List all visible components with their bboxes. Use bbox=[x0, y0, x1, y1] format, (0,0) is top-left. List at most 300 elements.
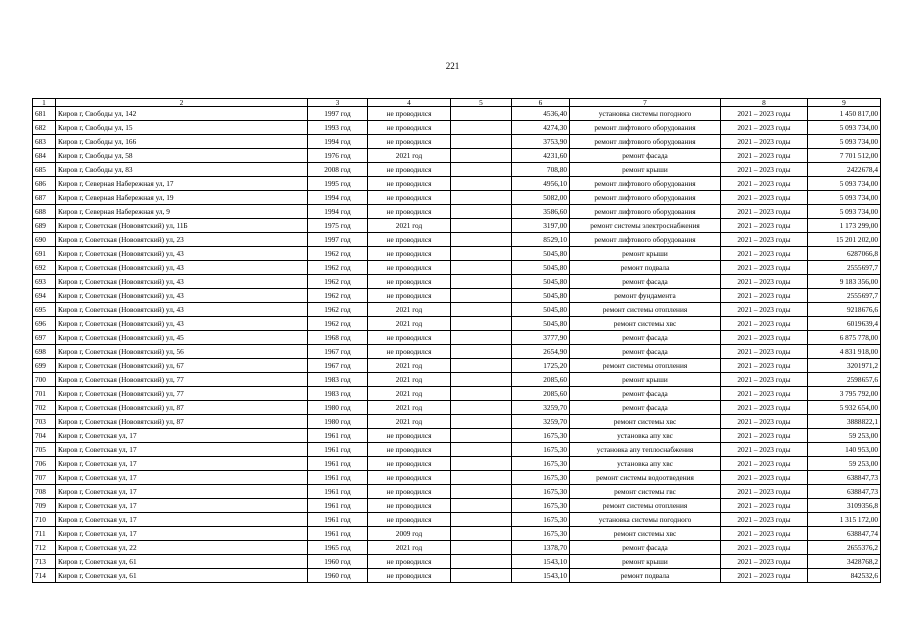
build-year-cell: 1975 год bbox=[308, 219, 368, 233]
work-type-cell: ремонт фасада bbox=[570, 541, 721, 555]
area-cell: 3753,90 bbox=[512, 135, 570, 149]
table-row bbox=[33, 303, 881, 317]
empty-cell bbox=[451, 191, 512, 205]
empty-cell bbox=[451, 387, 512, 401]
table-row bbox=[33, 457, 881, 471]
last-repair-cell: не проводился bbox=[368, 513, 451, 527]
period-cell: 2021 – 2023 годы bbox=[721, 177, 808, 191]
table-row bbox=[33, 485, 881, 499]
empty-cell bbox=[451, 429, 512, 443]
table-row bbox=[33, 359, 881, 373]
period-cell: 2021 – 2023 годы bbox=[721, 429, 808, 443]
cost-cell: 2555697,7 bbox=[808, 289, 881, 303]
cost-cell: 3109356,8 bbox=[808, 499, 881, 513]
area-cell: 1675,30 bbox=[512, 443, 570, 457]
build-year-cell: 1983 год bbox=[308, 387, 368, 401]
row-number-cell: 704 bbox=[33, 429, 56, 443]
cost-cell: 3 795 792,00 bbox=[808, 387, 881, 401]
table-row bbox=[33, 443, 881, 457]
build-year-cell: 1967 год bbox=[308, 345, 368, 359]
last-repair-cell: не проводился bbox=[368, 429, 451, 443]
cost-cell: 3888822,1 bbox=[808, 415, 881, 429]
address-cell: Киров г, Советская ул, 61 bbox=[56, 555, 308, 569]
period-cell: 2021 – 2023 годы bbox=[721, 555, 808, 569]
row-number-cell: 710 bbox=[33, 513, 56, 527]
period-cell: 2021 – 2023 годы bbox=[721, 499, 808, 513]
table-row bbox=[33, 275, 881, 289]
row-number-cell: 682 bbox=[33, 121, 56, 135]
cost-cell: 5 093 734,00 bbox=[808, 121, 881, 135]
table-row bbox=[33, 415, 881, 429]
last-repair-cell: не проводился bbox=[368, 569, 451, 583]
period-cell: 2021 – 2023 годы bbox=[721, 401, 808, 415]
build-year-cell: 1997 год bbox=[308, 233, 368, 247]
area-cell: 1675,30 bbox=[512, 457, 570, 471]
work-type-cell: ремонт системы водоотведения bbox=[570, 471, 721, 485]
cost-cell: 6019639,4 bbox=[808, 317, 881, 331]
build-year-cell: 1967 год bbox=[308, 359, 368, 373]
empty-cell bbox=[451, 513, 512, 527]
cost-cell: 5 093 734,00 bbox=[808, 205, 881, 219]
area-cell: 4274,30 bbox=[512, 121, 570, 135]
table-row bbox=[33, 261, 881, 275]
empty-cell bbox=[451, 135, 512, 149]
area-cell: 5045,80 bbox=[512, 261, 570, 275]
area-cell: 2085,60 bbox=[512, 373, 570, 387]
cost-cell: 7 701 512,00 bbox=[808, 149, 881, 163]
area-cell: 3259,70 bbox=[512, 415, 570, 429]
empty-cell bbox=[451, 275, 512, 289]
address-cell: Киров г, Свободы ул, 83 bbox=[56, 163, 308, 177]
row-number-cell: 695 bbox=[33, 303, 56, 317]
cost-cell: 9218676,6 bbox=[808, 303, 881, 317]
empty-cell bbox=[451, 457, 512, 471]
area-cell: 4536,40 bbox=[512, 107, 570, 121]
cost-cell: 140 953,00 bbox=[808, 443, 881, 457]
period-cell: 2021 – 2023 годы bbox=[721, 247, 808, 261]
empty-cell bbox=[451, 205, 512, 219]
registry-table bbox=[32, 98, 881, 583]
work-type-cell: установка апу хвс bbox=[570, 429, 721, 443]
address-cell: Киров г, Советская (Нововятский) ул, 43 bbox=[56, 289, 308, 303]
cost-cell: 3428768,2 bbox=[808, 555, 881, 569]
period-cell: 2021 – 2023 годы bbox=[721, 163, 808, 177]
build-year-cell: 1962 год bbox=[308, 289, 368, 303]
row-number-cell: 693 bbox=[33, 275, 56, 289]
area-cell: 1675,30 bbox=[512, 513, 570, 527]
build-year-cell: 1962 год bbox=[308, 317, 368, 331]
build-year-cell: 1965 год bbox=[308, 541, 368, 555]
address-cell: Киров г, Советская (Нововятский) ул, 87 bbox=[56, 401, 308, 415]
last-repair-cell: не проводился bbox=[368, 205, 451, 219]
empty-cell bbox=[451, 499, 512, 513]
area-cell: 1675,30 bbox=[512, 485, 570, 499]
address-cell: Киров г, Советская (Нововятский) ул, 43 bbox=[56, 303, 308, 317]
address-cell: Киров г, Советская ул, 17 bbox=[56, 457, 308, 471]
area-cell: 2085,60 bbox=[512, 387, 570, 401]
period-cell: 2021 – 2023 годы bbox=[721, 317, 808, 331]
work-type-cell: ремонт лифтового оборудования bbox=[570, 205, 721, 219]
cost-cell: 5 932 654,00 bbox=[808, 401, 881, 415]
work-type-cell: ремонт системы электроснабжения bbox=[570, 219, 721, 233]
address-cell: Киров г, Советская (Нововятский) ул, 45 bbox=[56, 331, 308, 345]
area-cell: 3586,60 bbox=[512, 205, 570, 219]
row-number-cell: 705 bbox=[33, 443, 56, 457]
empty-cell bbox=[451, 121, 512, 135]
row-number-cell: 685 bbox=[33, 163, 56, 177]
cost-cell: 9 183 356,00 bbox=[808, 275, 881, 289]
address-cell: Киров г, Северная Набережная ул, 19 bbox=[56, 191, 308, 205]
empty-cell bbox=[451, 401, 512, 415]
empty-cell bbox=[451, 303, 512, 317]
area-cell: 5082,00 bbox=[512, 191, 570, 205]
address-cell: Киров г, Советская ул, 17 bbox=[56, 443, 308, 457]
address-cell: Киров г, Свободы ул, 166 bbox=[56, 135, 308, 149]
cost-cell: 638847,73 bbox=[808, 471, 881, 485]
row-number-cell: 707 bbox=[33, 471, 56, 485]
area-cell: 1543,10 bbox=[512, 555, 570, 569]
table-row bbox=[33, 499, 881, 513]
row-number-cell: 687 bbox=[33, 191, 56, 205]
column-header: 7 bbox=[570, 99, 721, 107]
table-row bbox=[33, 513, 881, 527]
table-row bbox=[33, 107, 881, 121]
work-type-cell: ремонт подвала bbox=[570, 261, 721, 275]
row-number-cell: 694 bbox=[33, 289, 56, 303]
build-year-cell: 1960 год bbox=[308, 555, 368, 569]
work-type-cell: установка системы погодного bbox=[570, 107, 721, 121]
empty-cell bbox=[451, 107, 512, 121]
work-type-cell: ремонт лифтового оборудования bbox=[570, 177, 721, 191]
empty-cell bbox=[451, 471, 512, 485]
table-row bbox=[33, 541, 881, 555]
cost-cell: 5 093 734,00 bbox=[808, 191, 881, 205]
area-cell: 3197,00 bbox=[512, 219, 570, 233]
address-cell: Киров г, Советская (Нововятский) ул, 23 bbox=[56, 233, 308, 247]
last-repair-cell: не проводился bbox=[368, 275, 451, 289]
work-type-cell: ремонт фасада bbox=[570, 401, 721, 415]
cost-cell: 2422678,4 bbox=[808, 163, 881, 177]
last-repair-cell: 2021 год bbox=[368, 149, 451, 163]
table-row bbox=[33, 121, 881, 135]
work-type-cell: ремонт крыши bbox=[570, 373, 721, 387]
work-type-cell: ремонт крыши bbox=[570, 247, 721, 261]
row-number-cell: 684 bbox=[33, 149, 56, 163]
table-row bbox=[33, 219, 881, 233]
table-row bbox=[33, 135, 881, 149]
last-repair-cell: не проводился bbox=[368, 163, 451, 177]
empty-cell bbox=[451, 373, 512, 387]
area-cell: 3777,90 bbox=[512, 331, 570, 345]
table-row bbox=[33, 471, 881, 485]
last-repair-cell: не проводился bbox=[368, 107, 451, 121]
table-row bbox=[33, 317, 881, 331]
area-cell: 5045,80 bbox=[512, 317, 570, 331]
work-type-cell: ремонт фасада bbox=[570, 149, 721, 163]
cost-cell: 5 093 734,00 bbox=[808, 135, 881, 149]
build-year-cell: 1995 год bbox=[308, 177, 368, 191]
row-number-cell: 697 bbox=[33, 331, 56, 345]
build-year-cell: 1962 год bbox=[308, 247, 368, 261]
address-cell: Киров г, Северная Набережная ул, 17 bbox=[56, 177, 308, 191]
work-type-cell: ремонт лифтового оборудования bbox=[570, 121, 721, 135]
build-year-cell: 1962 год bbox=[308, 275, 368, 289]
cost-cell: 3201971,2 bbox=[808, 359, 881, 373]
build-year-cell: 1993 год bbox=[308, 121, 368, 135]
area-cell: 5045,80 bbox=[512, 275, 570, 289]
row-number-cell: 712 bbox=[33, 541, 56, 555]
address-cell: Киров г, Советская (Нововятский) ул, 43 bbox=[56, 317, 308, 331]
build-year-cell: 2008 год bbox=[308, 163, 368, 177]
empty-cell bbox=[451, 443, 512, 457]
build-year-cell: 1961 год bbox=[308, 429, 368, 443]
column-header: 8 bbox=[721, 99, 808, 107]
cost-cell: 15 201 202,00 bbox=[808, 233, 881, 247]
table-row bbox=[33, 429, 881, 443]
period-cell: 2021 – 2023 годы bbox=[721, 485, 808, 499]
area-cell: 5045,80 bbox=[512, 303, 570, 317]
last-repair-cell: не проводился bbox=[368, 121, 451, 135]
period-cell: 2021 – 2023 годы bbox=[721, 527, 808, 541]
last-repair-cell: не проводился bbox=[368, 443, 451, 457]
row-number-cell: 690 bbox=[33, 233, 56, 247]
period-cell: 2021 – 2023 годы bbox=[721, 275, 808, 289]
row-number-cell: 708 bbox=[33, 485, 56, 499]
build-year-cell: 1962 год bbox=[308, 261, 368, 275]
address-cell: Киров г, Советская (Нововятский) ул, 67 bbox=[56, 359, 308, 373]
last-repair-cell: 2021 год bbox=[368, 541, 451, 555]
table-row bbox=[33, 527, 881, 541]
table-row bbox=[33, 569, 881, 583]
empty-cell bbox=[451, 527, 512, 541]
build-year-cell: 1983 год bbox=[308, 373, 368, 387]
empty-cell bbox=[451, 359, 512, 373]
row-number-cell: 692 bbox=[33, 261, 56, 275]
work-type-cell: ремонт фасада bbox=[570, 331, 721, 345]
table-row bbox=[33, 555, 881, 569]
table-row bbox=[33, 177, 881, 191]
period-cell: 2021 – 2023 годы bbox=[721, 121, 808, 135]
area-cell: 4956,10 bbox=[512, 177, 570, 191]
last-repair-cell: 2009 год bbox=[368, 527, 451, 541]
last-repair-cell: 2021 год bbox=[368, 387, 451, 401]
row-number-cell: 683 bbox=[33, 135, 56, 149]
table-row bbox=[33, 345, 881, 359]
last-repair-cell: не проводился bbox=[368, 485, 451, 499]
area-cell: 5045,80 bbox=[512, 289, 570, 303]
work-type-cell: установка апу хвс bbox=[570, 457, 721, 471]
build-year-cell: 1994 год bbox=[308, 191, 368, 205]
build-year-cell: 1961 год bbox=[308, 485, 368, 499]
last-repair-cell: не проводился bbox=[368, 499, 451, 513]
period-cell: 2021 – 2023 годы bbox=[721, 569, 808, 583]
period-cell: 2021 – 2023 годы bbox=[721, 541, 808, 555]
row-number-cell: 714 bbox=[33, 569, 56, 583]
row-number-cell: 702 bbox=[33, 401, 56, 415]
area-cell: 4231,60 bbox=[512, 149, 570, 163]
address-cell: Киров г, Советская (Нововятский) ул, 87 bbox=[56, 415, 308, 429]
build-year-cell: 1961 год bbox=[308, 527, 368, 541]
row-number-cell: 688 bbox=[33, 205, 56, 219]
work-type-cell: ремонт крыши bbox=[570, 163, 721, 177]
empty-cell bbox=[451, 331, 512, 345]
cost-cell: 2655376,2 bbox=[808, 541, 881, 555]
column-header: 4 bbox=[368, 99, 451, 107]
last-repair-cell: 2021 год bbox=[368, 219, 451, 233]
empty-cell bbox=[451, 485, 512, 499]
period-cell: 2021 – 2023 годы bbox=[721, 135, 808, 149]
row-number-cell: 703 bbox=[33, 415, 56, 429]
build-year-cell: 1961 год bbox=[308, 443, 368, 457]
period-cell: 2021 – 2023 годы bbox=[721, 303, 808, 317]
last-repair-cell: не проводился bbox=[368, 289, 451, 303]
work-type-cell: ремонт системы хвс bbox=[570, 415, 721, 429]
period-cell: 2021 – 2023 годы bbox=[721, 373, 808, 387]
period-cell: 2021 – 2023 годы bbox=[721, 443, 808, 457]
table-row bbox=[33, 401, 881, 415]
area-cell: 3259,70 bbox=[512, 401, 570, 415]
address-cell: Киров г, Северная Набережная ул, 9 bbox=[56, 205, 308, 219]
address-cell: Киров г, Свободы ул, 15 bbox=[56, 121, 308, 135]
build-year-cell: 1961 год bbox=[308, 471, 368, 485]
address-cell: Киров г, Советская ул, 17 bbox=[56, 513, 308, 527]
last-repair-cell: не проводился bbox=[368, 457, 451, 471]
table-row bbox=[33, 233, 881, 247]
work-type-cell: ремонт лифтового оборудования bbox=[570, 191, 721, 205]
area-cell: 5045,80 bbox=[512, 247, 570, 261]
work-type-cell: ремонт системы отопления bbox=[570, 499, 721, 513]
work-type-cell: ремонт фундамента bbox=[570, 289, 721, 303]
table-row bbox=[33, 163, 881, 177]
address-cell: Киров г, Свободы ул, 142 bbox=[56, 107, 308, 121]
empty-cell bbox=[451, 317, 512, 331]
cost-cell: 638847,74 bbox=[808, 527, 881, 541]
last-repair-cell: не проводился bbox=[368, 247, 451, 261]
work-type-cell: ремонт подвала bbox=[570, 569, 721, 583]
row-number-cell: 681 bbox=[33, 107, 56, 121]
row-number-cell: 709 bbox=[33, 499, 56, 513]
empty-cell bbox=[451, 163, 512, 177]
table-row bbox=[33, 373, 881, 387]
area-cell: 1675,30 bbox=[512, 429, 570, 443]
last-repair-cell: 2021 год bbox=[368, 303, 451, 317]
build-year-cell: 1980 год bbox=[308, 415, 368, 429]
table-row bbox=[33, 331, 881, 345]
period-cell: 2021 – 2023 годы bbox=[721, 359, 808, 373]
table-row bbox=[33, 205, 881, 219]
cost-cell: 2598657,6 bbox=[808, 373, 881, 387]
period-cell: 2021 – 2023 годы bbox=[721, 261, 808, 275]
build-year-cell: 1980 год bbox=[308, 401, 368, 415]
empty-cell bbox=[451, 569, 512, 583]
build-year-cell: 1961 год bbox=[308, 499, 368, 513]
address-cell: Киров г, Советская (Нововятский) ул, 77 bbox=[56, 373, 308, 387]
area-cell: 708,80 bbox=[512, 163, 570, 177]
address-cell: Киров г, Советская (Нововятский) ул, 77 bbox=[56, 387, 308, 401]
build-year-cell: 1968 год bbox=[308, 331, 368, 345]
last-repair-cell: 2021 год bbox=[368, 317, 451, 331]
last-repair-cell: не проводился bbox=[368, 233, 451, 247]
empty-cell bbox=[451, 247, 512, 261]
page-number: 221 bbox=[445, 61, 460, 71]
period-cell: 2021 – 2023 годы bbox=[721, 289, 808, 303]
address-cell: Киров г, Советская ул, 17 bbox=[56, 429, 308, 443]
area-cell: 1675,30 bbox=[512, 527, 570, 541]
last-repair-cell: 2021 год bbox=[368, 359, 451, 373]
period-cell: 2021 – 2023 годы bbox=[721, 471, 808, 485]
build-year-cell: 1994 год bbox=[308, 135, 368, 149]
row-number-cell: 699 bbox=[33, 359, 56, 373]
table-row bbox=[33, 387, 881, 401]
period-cell: 2021 – 2023 годы bbox=[721, 107, 808, 121]
work-type-cell: ремонт фасада bbox=[570, 345, 721, 359]
cost-cell: 1 173 299,00 bbox=[808, 219, 881, 233]
column-header: 6 bbox=[512, 99, 570, 107]
address-cell: Киров г, Советская (Нововятский) ул, 43 bbox=[56, 261, 308, 275]
row-number-cell: 689 bbox=[33, 219, 56, 233]
empty-cell bbox=[451, 541, 512, 555]
table-row bbox=[33, 247, 881, 261]
row-number-cell: 700 bbox=[33, 373, 56, 387]
build-year-cell: 1961 год bbox=[308, 513, 368, 527]
period-cell: 2021 – 2023 годы bbox=[721, 149, 808, 163]
work-type-cell: ремонт системы отопления bbox=[570, 303, 721, 317]
cost-cell: 2555697,7 bbox=[808, 261, 881, 275]
build-year-cell: 1994 год bbox=[308, 205, 368, 219]
address-cell: Киров г, Советская ул, 17 bbox=[56, 499, 308, 513]
build-year-cell: 1962 год bbox=[308, 303, 368, 317]
last-repair-cell: не проводился bbox=[368, 135, 451, 149]
cost-cell: 5 093 734,00 bbox=[808, 177, 881, 191]
area-cell: 2654,90 bbox=[512, 345, 570, 359]
row-number-cell: 698 bbox=[33, 345, 56, 359]
area-cell: 8529,10 bbox=[512, 233, 570, 247]
column-header: 2 bbox=[56, 99, 308, 107]
period-cell: 2021 – 2023 годы bbox=[721, 415, 808, 429]
work-type-cell: ремонт системы хвс bbox=[570, 527, 721, 541]
cost-cell: 59 253,00 bbox=[808, 429, 881, 443]
address-cell: Киров г, Советская ул, 17 bbox=[56, 527, 308, 541]
work-type-cell: ремонт системы гвс bbox=[570, 485, 721, 499]
empty-cell bbox=[451, 555, 512, 569]
last-repair-cell: не проводился bbox=[368, 555, 451, 569]
empty-cell bbox=[451, 289, 512, 303]
build-year-cell: 1961 год bbox=[308, 457, 368, 471]
area-cell: 1675,30 bbox=[512, 499, 570, 513]
address-cell: Киров г, Советская (Нововятский) ул, 43 bbox=[56, 247, 308, 261]
address-cell: Киров г, Советская (Нововятский) ул, 11Б bbox=[56, 219, 308, 233]
cost-cell: 6 875 778,00 bbox=[808, 331, 881, 345]
work-type-cell: ремонт системы хвс bbox=[570, 317, 721, 331]
empty-cell bbox=[451, 177, 512, 191]
row-number-cell: 686 bbox=[33, 177, 56, 191]
column-header: 5 bbox=[451, 99, 512, 107]
row-number-cell: 706 bbox=[33, 457, 56, 471]
table-row bbox=[33, 191, 881, 205]
work-type-cell: ремонт фасада bbox=[570, 275, 721, 289]
period-cell: 2021 – 2023 годы bbox=[721, 205, 808, 219]
last-repair-cell: 2021 год bbox=[368, 373, 451, 387]
cost-cell: 1 315 172,00 bbox=[808, 513, 881, 527]
build-year-cell: 1976 год bbox=[308, 149, 368, 163]
column-numbers-row bbox=[33, 99, 881, 107]
period-cell: 2021 – 2023 годы bbox=[721, 513, 808, 527]
cost-cell: 4 831 918,00 bbox=[808, 345, 881, 359]
area-cell: 1378,70 bbox=[512, 541, 570, 555]
address-cell: Киров г, Советская ул, 17 bbox=[56, 485, 308, 499]
work-type-cell: ремонт фасада bbox=[570, 387, 721, 401]
work-type-cell: ремонт системы отопления bbox=[570, 359, 721, 373]
